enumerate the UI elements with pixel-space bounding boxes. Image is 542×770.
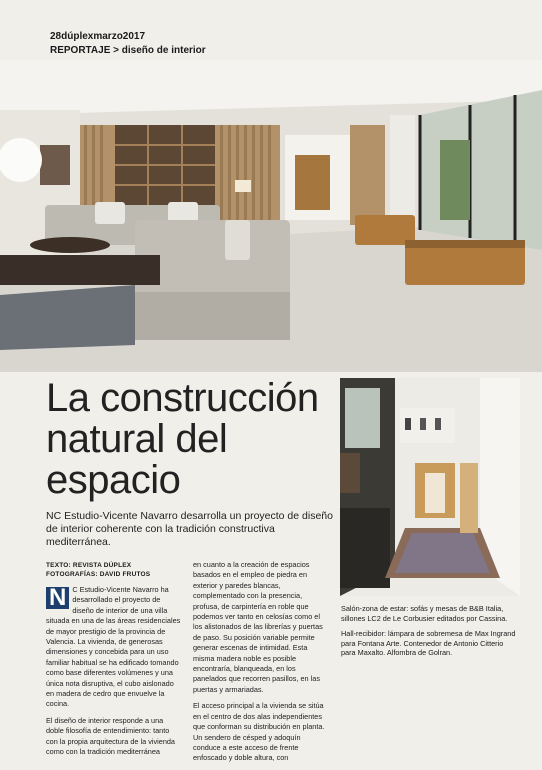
body-column-2: [193, 560, 329, 770]
issue-label: 28dúplexmarzo2017: [50, 31, 146, 42]
photo-captions: [341, 604, 519, 664]
paragraph: El diseño de interior responde a una doble filosofía de entendimiento: tanto con la propia arquitectura de la vivienda como con la tradición mediterránea: [46, 715, 175, 757]
hall-illustration: [340, 378, 520, 596]
caption-living-room: Salón-zona de estar: sofás y mesas de B&B Italia, sillones LC2 de Le Corbusier editados por Cassina.: [341, 604, 508, 623]
drop-cap: N: [46, 587, 69, 609]
paragraph-text: C Estudio-Vicente Navarro ha desarrollado el proyecto de diseño de interior de una villa situada en una de las áreas residenciales de mayor prestigio de la provincia de Valencia. La vivienda, de generosas dimensiones y concebida para un uso familiar habitual se ha edificado tomando como base diferentes volúmenes y una única nota disruptiva, el cubo aislonado en madera de cedro que envuelve la cocina.: [46, 585, 181, 709]
paragraph: [46, 585, 182, 710]
article-lead: NC Estudio-Vicente Navarro desarrolla un proyecto de diseño de interior coherente con la tradición constructiva mediterránea.: [46, 510, 333, 548]
living-room-photo: [0, 60, 542, 372]
paragraph: El acceso principal a la vivienda se sitúa en el centro de dos alas independientes que conforman su distribución en planta. Un sendero de césped y adoquín conduce a este acceso de frente enfoscado y doble altura, con: [193, 701, 325, 763]
living-room-illustration: [0, 60, 542, 372]
credits: [46, 561, 150, 579]
page-header: [50, 30, 206, 58]
caption-hall: Hall-recibidor: lámpara de sobremesa de Max Ingrand para Fontana Arte. Contenedor de Antonio Citterio para Maxalto. Alfombra de Golran.: [341, 629, 516, 658]
body-column-1: [46, 585, 182, 764]
text-credit: TEXTO: REVISTA DÚPLEX: [46, 562, 132, 569]
paragraph: en cuanto a la creación de espacios basados en el empleo de piedra en exterior y paredes blancas, complementado con la presencia, profusa, de carpintería en roble que podemos ver tanto en celosías como el los alistonados de las librerías y puertas de paso. Su posición variable permite generar escenas de intimidad. Esta misma madera noble es posible encontraría, blanqueada, en los panelados que recorren pasillos, en las puertas y armariadas.: [193, 560, 323, 694]
photo-credit: FOTOGRAFÍAS: DAVID FRUTOS: [46, 571, 151, 578]
article-title: La construcción natural del espacio: [46, 376, 319, 502]
section-label: REPORTAJE > diseño de interior: [50, 45, 206, 56]
hall-photo: [340, 378, 520, 596]
